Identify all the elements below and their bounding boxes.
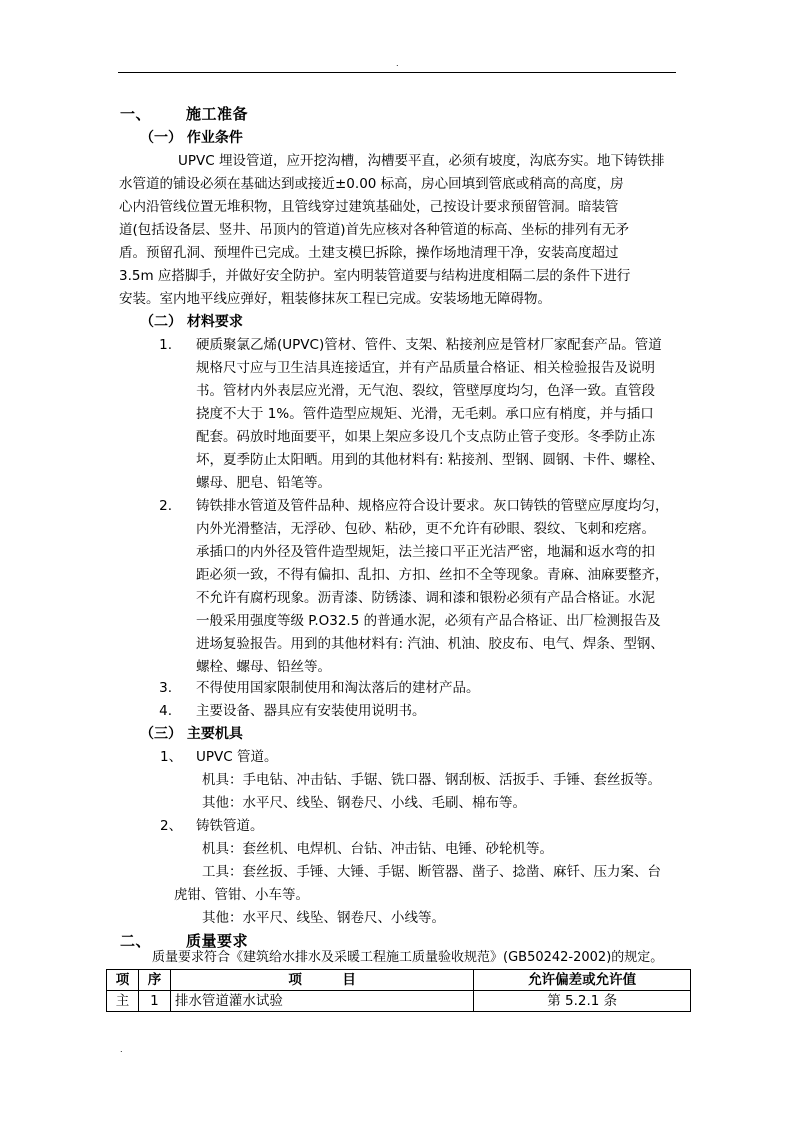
item-line: 螺栓、螺母、铅丝等。 <box>196 659 331 675</box>
header-dot: . <box>396 59 399 68</box>
tool-group-title: 铸铁管道。 <box>196 818 264 834</box>
item-line: 内外光滑整洁，无浮砂、包砂、粘砂，更不允许有砂眼、裂纹、飞刺和疙瘩。 <box>196 521 655 537</box>
table-header-cell: 项 目 <box>170 970 473 991</box>
item-line: 硬质聚氯乙烯(UPVC)管材、管件、支架、粘接剂应是管材厂家配套产品。管道 <box>196 337 662 353</box>
tool-group-number: 1、 <box>160 749 183 765</box>
table-header-cell: 项 <box>107 970 139 991</box>
table-row <box>107 991 691 1012</box>
tool-group-number: 2、 <box>160 818 183 834</box>
item-line: 配套。码放时地面要平，如果上架应多设几个支点防止管子变形。冬季防止冻 <box>196 429 655 445</box>
item-line: 距必须一致，不得有偏扣、乱扣、方扣、丝扣不全等现象。青麻、油麻要整齐， <box>196 567 669 583</box>
table-header-cell: 序 <box>138 970 170 991</box>
table-cell: 主 <box>107 991 139 1012</box>
item-line: 规格尺寸应与卫生洁具连接适宜，并有产品质量合格证、相关检验报告及说明 <box>196 360 655 376</box>
upvc-tools: 机具：手电钻、冲击钻、手锯、铣口器、钢刮板、活扳手、手锤、套丝扳等。 <box>202 772 661 788</box>
sub2-title: （二） 材料要求 <box>140 314 243 330</box>
sub1-paragraph <box>119 150 676 311</box>
item-line: 不允许有腐朽现象。沥青漆、防锈漆、调和漆和银粉必须有产品合格证。水泥 <box>196 590 655 606</box>
table-cell: 第 5.2.1 条 <box>474 991 691 1012</box>
table-header-cell: 允许偏差或允许值 <box>474 970 691 991</box>
table-cell: 1 <box>138 991 170 1012</box>
item-line: 铸铁排水管道及管件品种、规格应符合设计要求。灰口铸铁的管壁应厚度均匀， <box>196 498 669 514</box>
sub1-line: 道(包括设备层、竖井、吊顶内的管道)首先应核对各种管道的标高、坐标的排列有无矛 <box>119 222 630 238</box>
item-line: 主要设备、器具应有安装使用说明书。 <box>196 703 426 719</box>
sub1-line: 安装。室内地平线应弹好，粗装修抹灰工程已完成。安装场地无障碍物。 <box>119 291 551 307</box>
table-header-row <box>107 970 691 991</box>
section2-title: 质量要求 <box>186 932 249 950</box>
tool-group-title: UPVC 管道。 <box>196 749 278 765</box>
sub1-line: 盾。预留孔洞、预埋件已完成。土建支模巳拆除，操作场地清理干净，安装高度超过 <box>119 245 619 261</box>
sub1-line: 水管道的铺设必须在基础达到或接近±0.00 标高，房心回填到管底或稍高的高度，房 <box>119 176 624 192</box>
upvc-others: 其他：水平尺、线坠、钢卷尺、小线、毛刷、棉布等。 <box>202 795 526 811</box>
item-line: 一般采用强度等级 P.O32.5 的普通水泥，必须有产品合格证、出厂检测报告及 <box>196 613 661 629</box>
item-line: 承插口的内外径及管件造型规矩，法兰接口平正光洁严密，地漏和返水弯的扣 <box>196 544 655 560</box>
section1-number: 一、 <box>120 105 152 123</box>
iron-others: 其他：水平尺、线坠、钢卷尺、小线等。 <box>202 910 445 926</box>
item-line: 书。管材内外表层应光滑，无气泡、裂纹，管壁厚度均匀，色泽一致。直管段 <box>196 383 655 399</box>
sub3-title: （三） 主要机具 <box>140 726 243 742</box>
sub1-line: UPVC 埋设管道，应开挖沟槽，沟槽要平直，必须有坡度，沟底夯实。地下铸铁排 <box>178 153 665 169</box>
section1-title: 施工准备 <box>186 105 249 123</box>
item-number: 4. <box>159 703 172 719</box>
item-line: 不得使用国家限制使用和淘汰落后的建材产品。 <box>196 680 480 696</box>
material-item-3 <box>196 677 676 700</box>
iron-tools-line2: 虎钳、管钳、小车等。 <box>174 887 309 903</box>
item-line: 坏，夏季防止太阳晒。用到的其他材料有: 粘接剂、型钢、圆钢、卡件、螺栓、 <box>196 452 664 468</box>
material-item-4 <box>196 700 676 723</box>
table-cell: 排水管道灌水试验 <box>170 991 473 1012</box>
quality-intro: 质量要求符合《建筑给水排水及采暖工程施工质量验收规范》(GB50242-2002)的规定。 <box>152 950 664 965</box>
iron-machines: 机具：套丝机、电焊机、台钻、冲击钻、电锤、砂轮机等。 <box>202 841 553 857</box>
item-line: 螺母、肥皂、铅笔等。 <box>196 475 331 491</box>
item-number: 1. <box>159 337 172 353</box>
item-number: 2. <box>159 498 172 514</box>
item-number: 3. <box>159 680 172 696</box>
section2-number: 二、 <box>120 932 152 950</box>
sub1-line: 3.5m 应搭脚手，并做好安全防护。室内明装管道要与结构进度相隔二层的条件下进行 <box>119 268 631 284</box>
quality-table <box>106 969 691 1012</box>
item-line: 挠度不大于 1%。管件造型应规矩、光滑，无毛刺。承口应有梢度，并与插口 <box>196 406 654 422</box>
footer-dot: . <box>120 1045 123 1054</box>
material-item-1 <box>196 334 676 495</box>
iron-tools-line1: 工具：套丝扳、手锤、大锤、手锯、断管器、凿子、捻凿、麻钎、压力案、台 <box>202 864 661 880</box>
header-rule <box>118 72 676 73</box>
sub1-title: （一） 作业条件 <box>140 130 243 146</box>
item-line: 进场复验报告。用到的其他材料有: 汽油、机油、胶皮布、电气、焊条、型钢、 <box>196 636 664 652</box>
material-item-2 <box>196 495 676 679</box>
sub1-line: 心内沿管线位置无堆积物，且管线穿过建筑基础处，己按设计要求预留管洞。暗装管 <box>119 199 619 215</box>
